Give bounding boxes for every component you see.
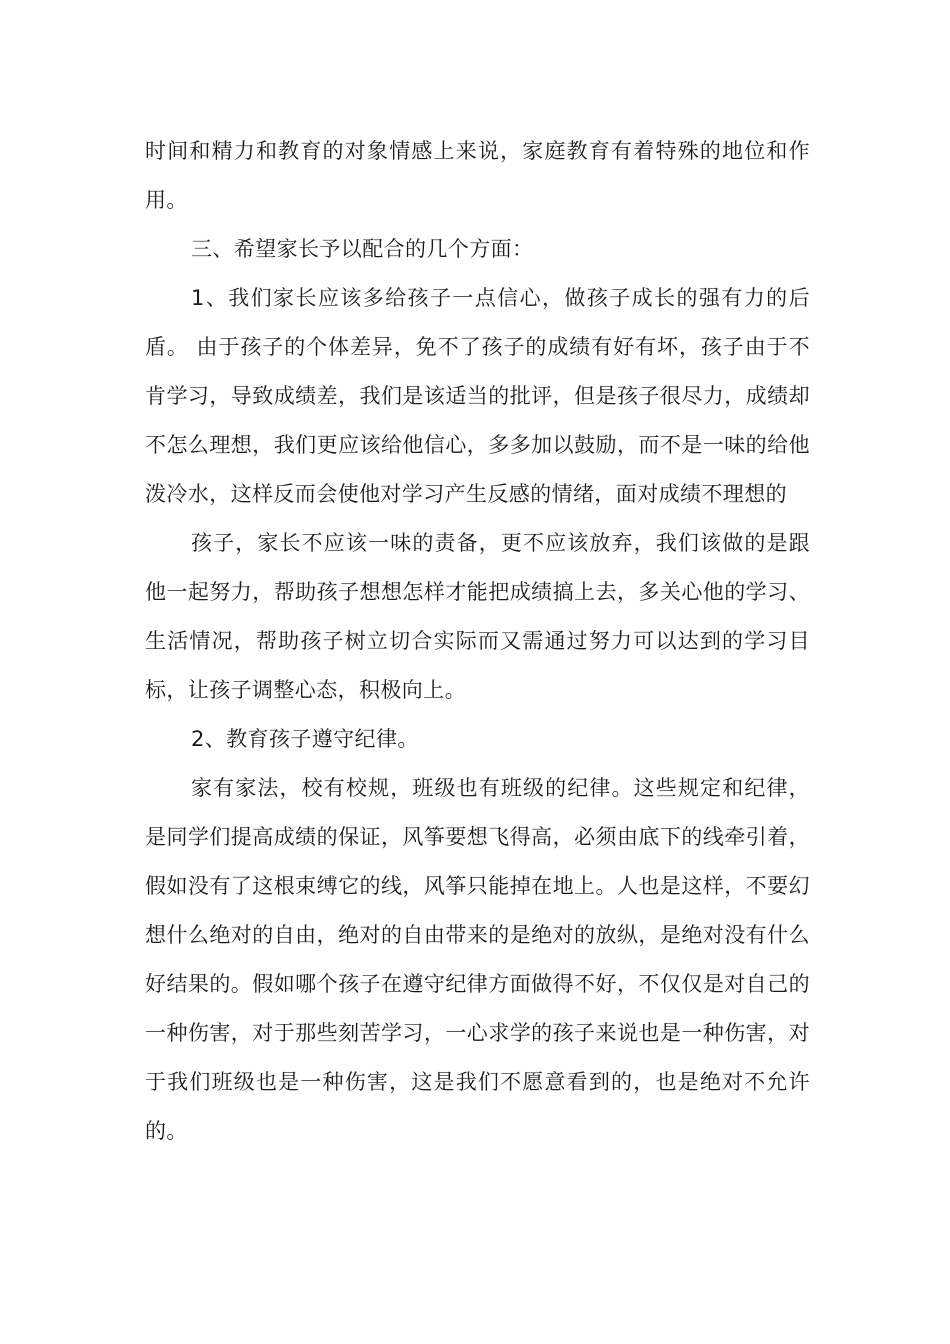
document-page xyxy=(145,127,810,1156)
paragraph-point-one-continued: 孩子，家长不应该一味的责备，更不应该放弃，我们该做的是跟他一起努力，帮助孩子想想怎样才能把成绩搞上去，多关心他的学习、生活情况，帮助孩子树立切合实际而又需通过努力可以达到的学习目标，让孩子调整心态，积极向上。 xyxy=(145,531,810,702)
paragraph-point-two-body: 家有家法，校有校规，班级也有班级的纪律。这些规定和纪律，是同学们提高成绩的保证，风筝要想飞得高，必须由底下的线牵引着，假如没有了这根束缚它的线，风筝只能掉在地上。人也是这样，不要幻想什么绝对的自由，绝对的自由带来的是绝对的放纵，是绝对没有什么好结果的。假如哪个孩子在遵守纪律方面做得不好，不仅仅是对自己的一种伤害，对于那些刻苦学习，一心求学的孩子来说也是一种伤害，对于我们班级也是一种伤害，这是我们不愿意看到的，也是绝对不允许的。 xyxy=(145,776,810,1143)
paragraph-point-one: 1、我们家长应该多给孩子一点信心，做孩子成长的强有力的后盾。 由于孩子的个体差异，免不了孩子的成绩有好有坏，孩子由于不肯学习，导致成绩差，我们是该适当的批评，但是孩子很尽力，成绩却不怎么理想，我们更应该给他信心，多多加以鼓励，而不是一味的给他泼冷水，这样反而会使他对学习产生反感的情绪，面对成绩不理想的 xyxy=(145,286,810,506)
paragraph-continuation: 时间和精力和教育的对象情感上来说，家庭教育有着特殊的地位和作用。 xyxy=(145,139,810,212)
section-heading-three: 三、希望家长予以配合的几个方面： xyxy=(191,237,534,261)
paragraph-point-two-heading: 2、教育孩子遵守纪律。 xyxy=(191,727,419,751)
